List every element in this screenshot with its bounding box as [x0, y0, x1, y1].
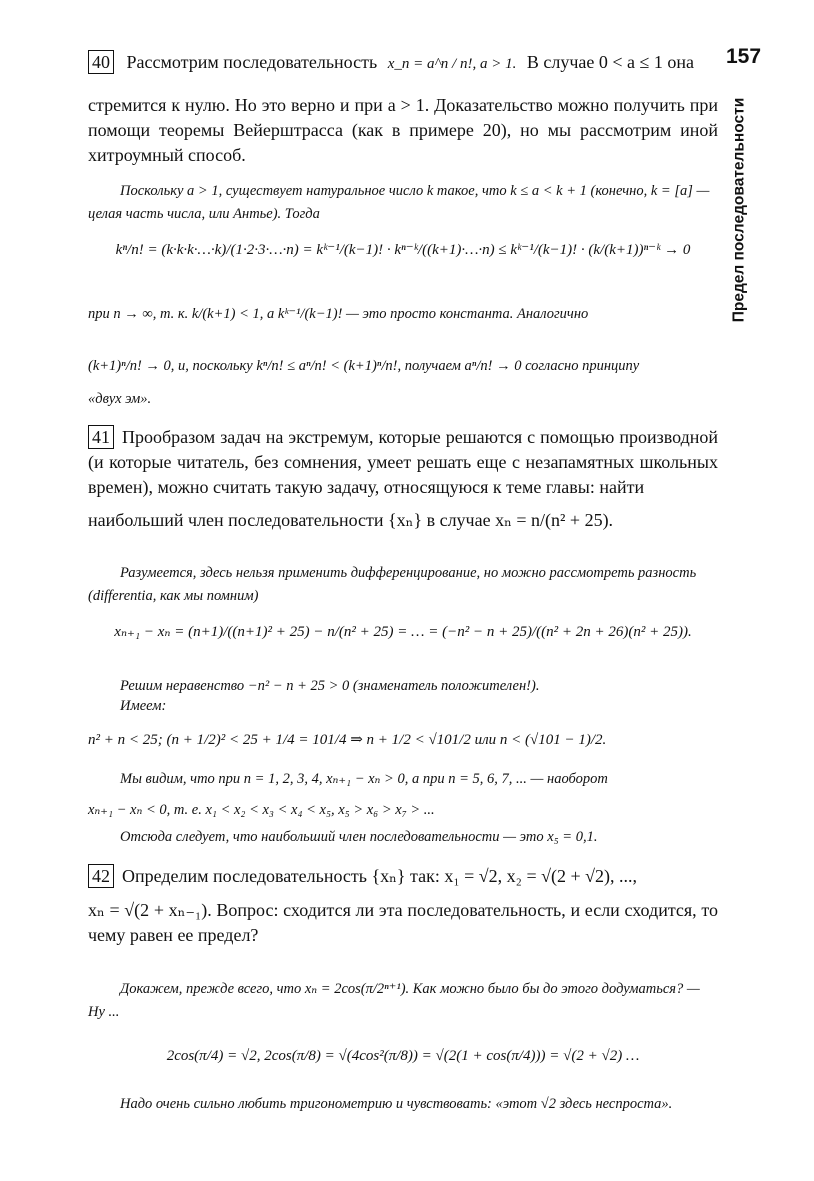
problem-41-text-2: наибольший член последовательности {xₙ} в случае xₙ = n/(n² + 25). [88, 510, 614, 530]
problem-41-text-body: Прообразом задач на экстремум, которые решаются с помощью производной (и которые читатель, без сомнения, умеет решать еще с незапамятных школьных времен), можно считать такую задачу, относящуюся к теме главы: найти [88, 427, 718, 497]
running-header-text: Предел последовательности [730, 97, 747, 323]
problem-41-proof-1: Разумеется, здесь нельзя применить дифференцирование, но можно рассмотреть разность (differentia, как мы помним) [88, 565, 697, 604]
problem-41-proof-2: Решим неравенство −n² − n + 25 > 0 (знаменатель положителен!). [120, 678, 540, 694]
problem-41-equation-1: xₙ₊₁ − xₙ = (n+1)/((n+1)² + 25) − n/(n² + 25) = … = (−n² − n + 25)/((n² + 2n + 26)(n² + 25)). [114, 624, 692, 640]
problem-40-formula: x_n = a^n / n!, a > 1. [387, 56, 517, 72]
problem-42-proof-1: Докажем, прежде всего, что xₙ = 2cos(π/2ⁿ⁺¹). Как можно было бы до этого додуматься? — Ну ... [88, 981, 700, 1020]
problem-40-equation-1: kⁿ/n! = (k·k·k·…·k)/(1·2·3·…·n) = kᵏ⁻¹/(k−1)! · kⁿ⁻ᵏ/((k+1)·…·n) ≤ kᵏ⁻¹/(k−1)! · (k/(k+1))ⁿ⁻ᵏ → 0 [115, 242, 691, 258]
problem-42-equation-1: 2cos(π/4) = √2, 2cos(π/8) = √(4cos²(π/8)) = √(2(1 + cos(π/4))) = √(2 + √2) … [166, 1048, 640, 1064]
problem-41-proof-4: Мы видим, что при n = 1, 2, 3, 4, xₙ₊₁ − xₙ > 0, а при n = 5, 6, 7, ... — наоборот [120, 771, 608, 787]
problem-40-proof-2: при n → ∞, т. к. k/(k+1) < 1, а kᵏ⁻¹/(k−1)! — это просто константа. Аналогично [88, 306, 589, 322]
problem-41-proof-5: xₙ₊₁ − xₙ < 0, т. е. x₁ < x₂ < x₃ < x₄ < x₅, x₅ > x₆ > x₇ > ... [88, 802, 435, 818]
problem-42-text-body: Определим последовательность {xₙ} так: x₁ = √2, x₂ = √(2 + √2), ..., [122, 866, 637, 886]
problem-42-text-2: xₙ = √(2 + xₙ₋₁). Вопрос: сходится ли эта последовательность, и если сходится, то чему равен ее предел? [88, 900, 718, 945]
problem-42-text [88, 864, 718, 889]
problem-40-number: 40 [88, 50, 114, 74]
problem-41-equation-2: n² + n < 25; (n + 1/2)² < 25 + 1/4 = 101/4 ⇒ n + 1/2 < √101/2 или n < (√101 − 1)/2. [88, 732, 607, 748]
problem-41-proof-3: Имеем: [120, 698, 167, 714]
problem-42-proof-2: Надо очень сильно любить тригонометрию и чувствовать: «этот √2 здесь неспроста». [120, 1096, 673, 1112]
problem-41-text [88, 425, 718, 500]
problem-40-text: стремится к нулю. Но это верно и при a > 1. Доказательство можно получить при помощи теоремы Вейерштрасса (как в примере 20), но мы рассмотрим иной хитроумный способ. [88, 95, 718, 165]
page-number: 157 [726, 45, 762, 68]
problem-40-proof-1: Поскольку a > 1, существует натуральное число k такое, что k ≤ a < k + 1 (конечно, k = [a] — целая часть числа, или Антье). Тогда [88, 183, 710, 222]
problem-40-proof-4: «двух эм». [88, 391, 152, 407]
running-header-vertical [722, 90, 756, 330]
problem-40-heading-line [88, 50, 718, 77]
problem-41-number: 41 [88, 425, 114, 449]
problem-40-proof-3: (k+1)ⁿ/n! → 0, и, поскольку kⁿ/n! ≤ aⁿ/n! < (k+1)ⁿ/n!, получаем aⁿ/n! → 0 согласно принципу [88, 358, 640, 374]
problem-42-number: 42 [88, 864, 114, 888]
problem-41-proof-6: Отсюда следует, что наибольший член последовательности — это x₅ = 0,1. [120, 829, 598, 845]
problem-40-case: В случае 0 < a ≤ 1 она [526, 52, 694, 72]
problem-40-intro: Рассмотрим последовательность [126, 52, 378, 72]
